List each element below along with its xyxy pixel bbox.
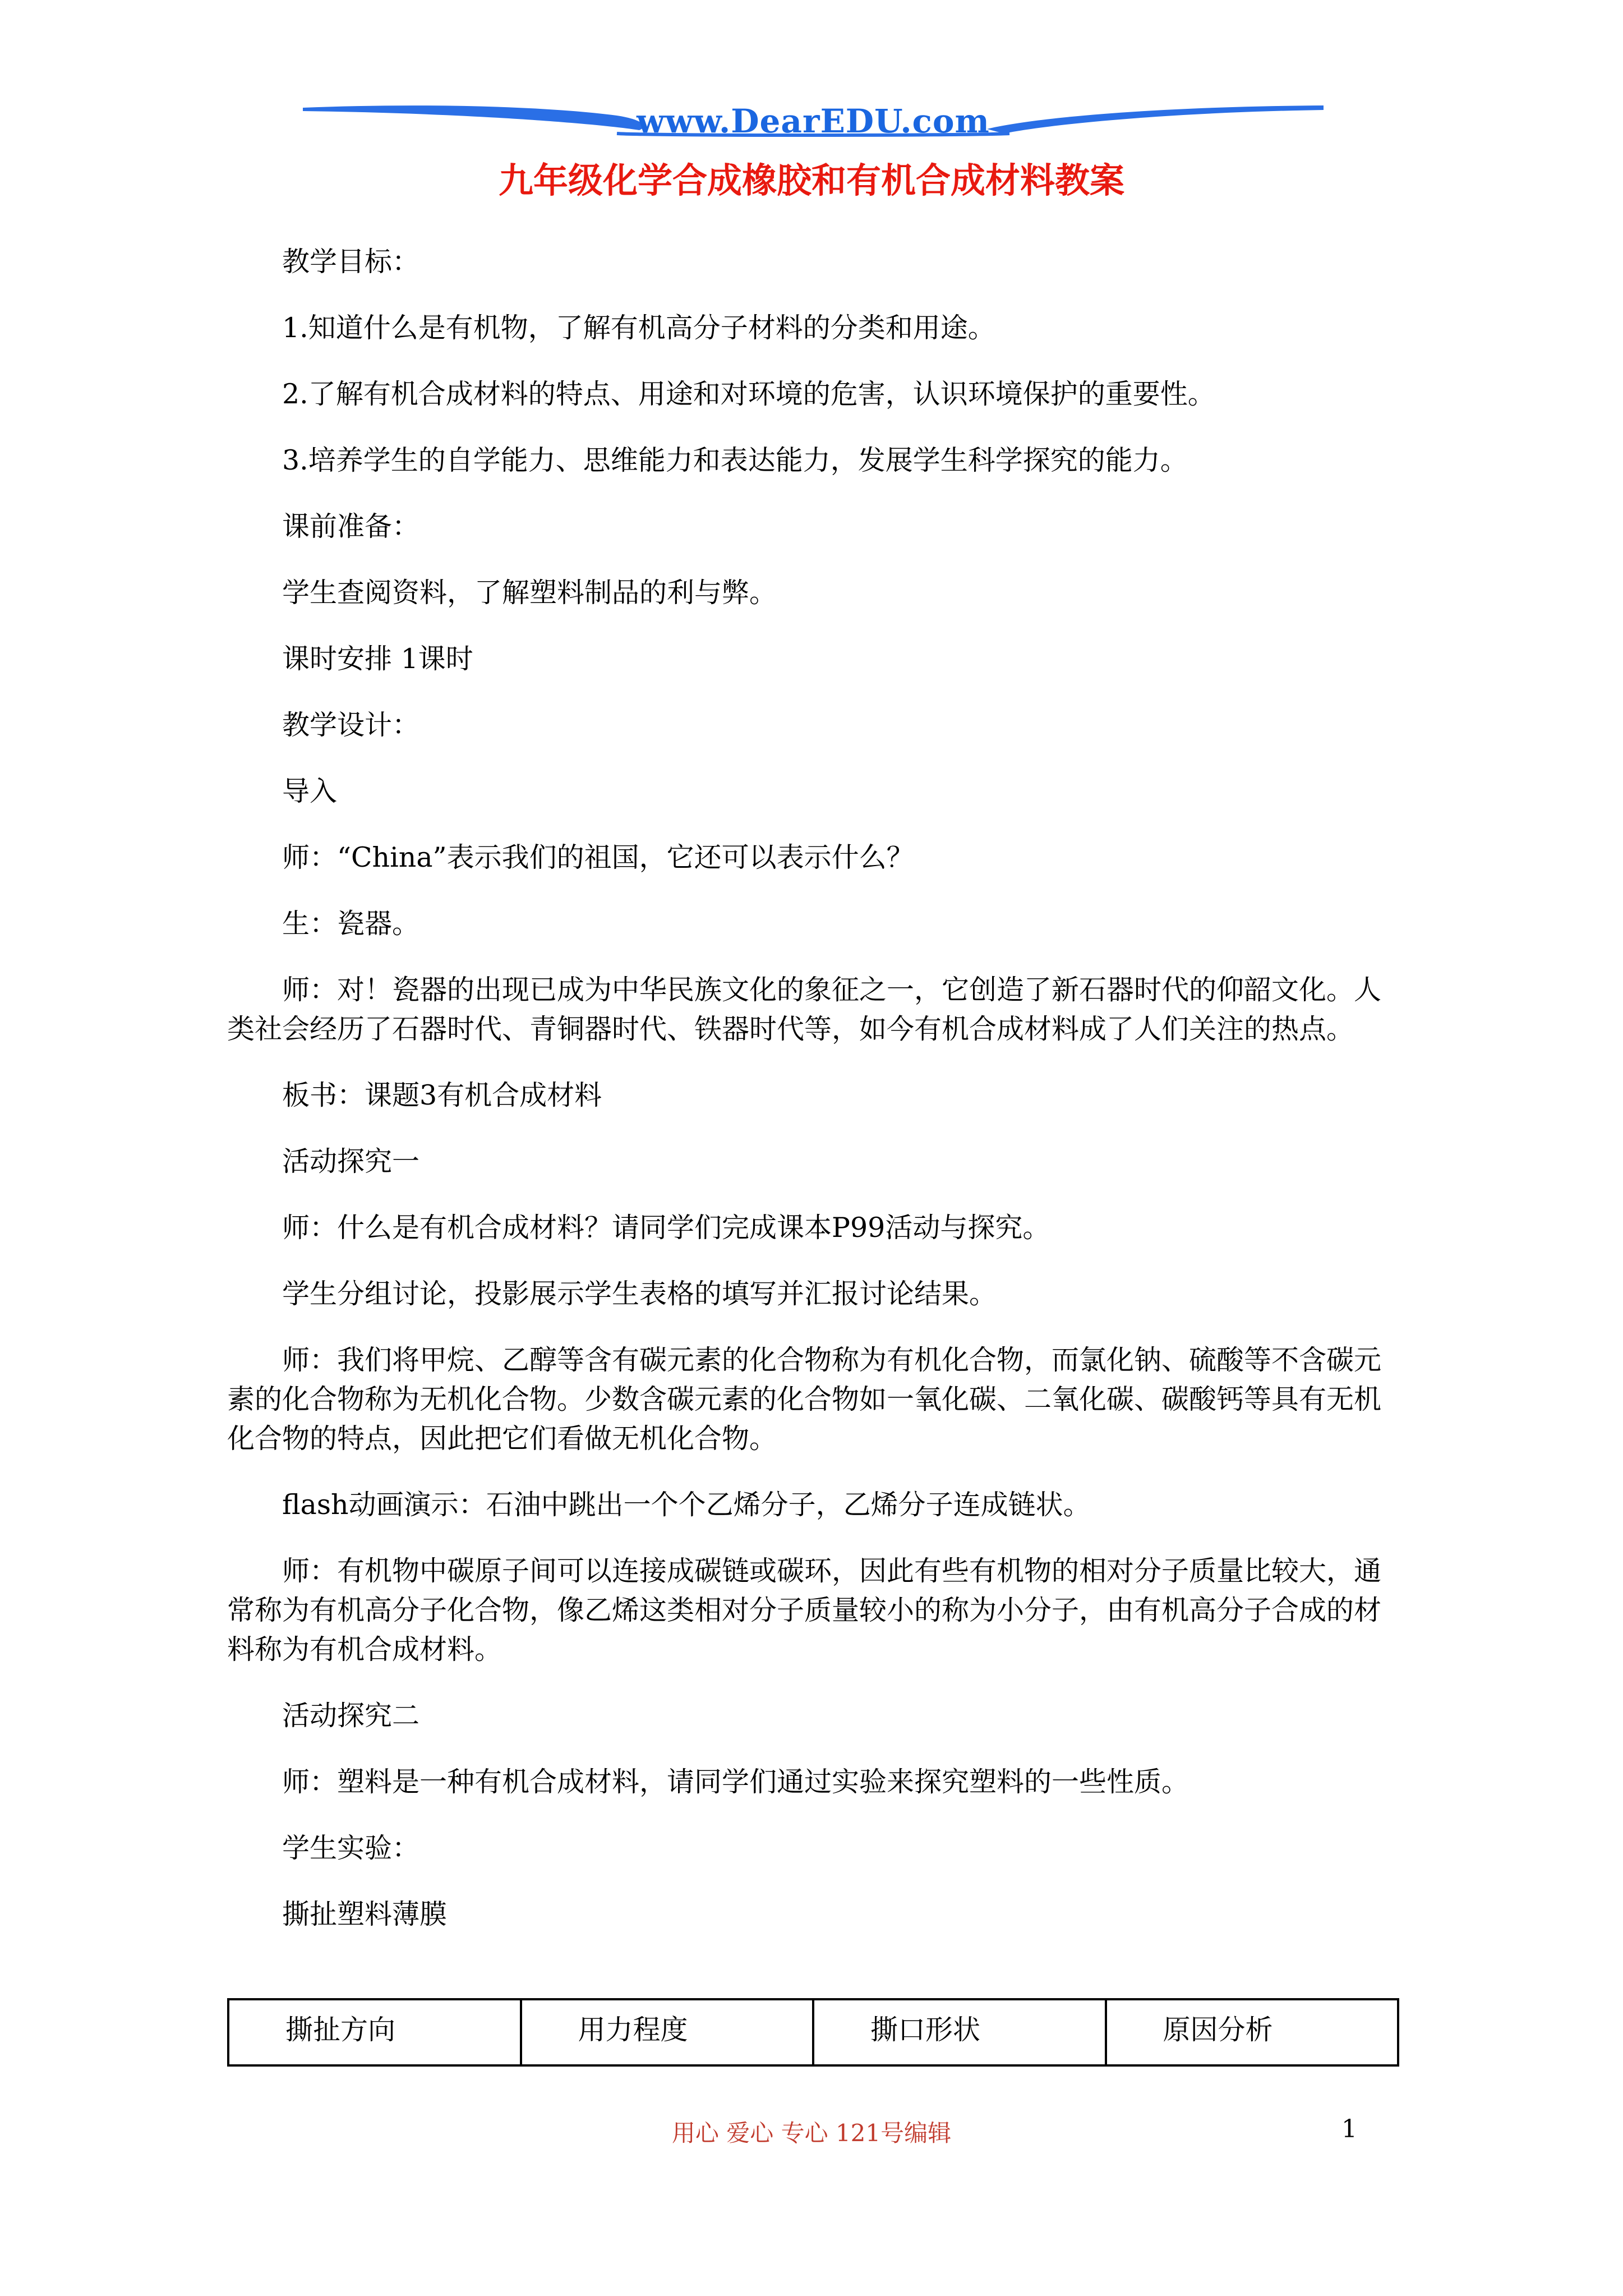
site-header-banner bbox=[303, 101, 1324, 146]
page-number: 1 bbox=[1341, 2115, 1357, 2143]
paragraph: 学生实验： bbox=[282, 1832, 420, 1864]
document-title: 九年级化学合成橡胶和有机合成材料教案 bbox=[498, 160, 1124, 201]
paragraph: 活动探究一 bbox=[282, 1145, 420, 1177]
paragraph: 师：什么是有机合成材料？请同学们完成课本P99活动与探究。 bbox=[282, 1212, 1050, 1244]
paragraph: 教学目标： bbox=[282, 246, 420, 278]
table-header-row bbox=[228, 1999, 1398, 2065]
lesson-body bbox=[227, 242, 1408, 1961]
paragraph: 师：有机物中碳原子间可以连接成碳链或碳环，因此有些有机物的相对分子质量比较大，通常称为有机高分子化合物，像乙烯这类相对分子质量较小的称为小分子，由有机高分子合成的材料称为有机合成材料。 bbox=[227, 1555, 1382, 1665]
paragraph: flash动画演示：石油中跳出一个个乙烯分子，乙烯分子连成链状。 bbox=[282, 1489, 1091, 1521]
table-header-cell: 原因分析 bbox=[1106, 1999, 1399, 2065]
table-header-cell: 撕扯方向 bbox=[228, 1999, 521, 2065]
paragraph: 3.培养学生的自学能力、思维能力和表达能力，发展学生科学探究的能力。 bbox=[282, 444, 1188, 476]
site-logo-text: www.DearEDU.com bbox=[637, 102, 990, 140]
paragraph: 课时安排 1课时 bbox=[282, 643, 473, 675]
paragraph: 师：我们将甲烷、乙醇等含有碳元素的化合物称为有机化合物，而氯化钠、硫酸等不含碳元素的化合物称为无机化合物。少数含碳元素的化合物如一氧化碳、二氧化碳、碳酸钙等具有无机化合物的特点，因此把它们看做无机化合物。 bbox=[227, 1344, 1382, 1455]
paragraph: 生：瓷器。 bbox=[282, 908, 420, 940]
paragraph: 学生分组讨论，投影展示学生表格的填写并汇报讨论结果。 bbox=[282, 1278, 997, 1310]
paragraph: 学生查阅资料，了解塑料制品的利与弊。 bbox=[282, 577, 777, 609]
table-header-cell: 撕口形状 bbox=[813, 1999, 1106, 2065]
paragraph: 活动探究二 bbox=[282, 1700, 420, 1732]
experiment-table bbox=[227, 1998, 1399, 2067]
paragraph: 1.知道什么是有机物，了解有机高分子材料的分类和用途。 bbox=[282, 312, 995, 344]
paragraph: 课前准备： bbox=[282, 510, 420, 542]
paragraph: 师：塑料是一种有机合成材料，请同学们通过实验来探究塑料的一些性质。 bbox=[282, 1766, 1189, 1798]
paragraph: 板书：课题3有机合成材料 bbox=[282, 1079, 602, 1111]
page-footer: 用心 爱心 专心 121号编辑 bbox=[671, 2119, 952, 2147]
paragraph: 师：“China”表示我们的祖国，它还可以表示什么？ bbox=[282, 841, 914, 873]
paragraph: 2.了解有机合成材料的特点、用途和对环境的危害，认识环境保护的重要性。 bbox=[282, 378, 1215, 410]
paragraph: 师：对！瓷器的出现已成为中华民族文化的象征之一，它创造了新石器时代的仰韶文化。人类社会经历了石器时代、青铜器时代、铁器时代等，如今有机合成材料成了人们关注的热点。 bbox=[227, 974, 1382, 1045]
table-header-cell: 用力程度 bbox=[521, 1999, 814, 2065]
paragraph: 教学设计： bbox=[282, 709, 420, 741]
paragraph: 撕扯塑料薄膜 bbox=[282, 1898, 448, 1930]
paragraph: 导入 bbox=[282, 775, 338, 807]
